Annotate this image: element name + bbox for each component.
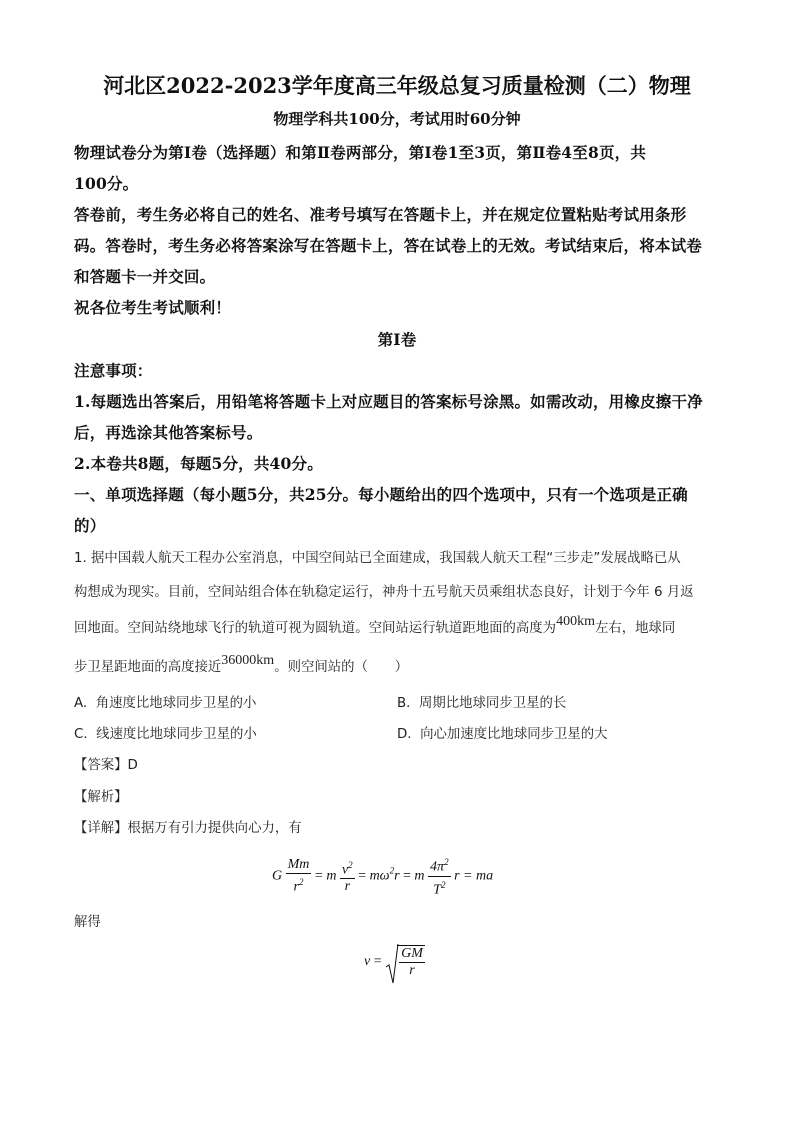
math-symbol: v	[364, 954, 371, 970]
part-one-heading-cont: 的）	[74, 516, 106, 535]
math-symbol: r	[394, 868, 400, 884]
intro-line: 祝各位考生考试顺利！	[74, 298, 232, 317]
math-equals: =	[314, 868, 323, 884]
math-symbol: mω	[369, 868, 390, 884]
intro-line: 物理试卷分为第Ⅰ卷（选择题）和第Ⅱ卷两部分，第Ⅰ卷1至3页，第Ⅱ卷4至8页，共	[74, 143, 647, 162]
math-fraction	[399, 946, 425, 979]
math-exponent: 2	[444, 857, 449, 867]
math-exponent: 2	[440, 879, 446, 890]
question-text-part: 。则空间站的（ ）	[274, 660, 409, 675]
sqrt-radicand	[397, 945, 425, 979]
option-label: B.	[397, 696, 411, 711]
question-text: 1. 据中国载人航天工程办公室消息，中国空间站已全面建成，我国载人航天工程“三步走”发展战略已从	[74, 551, 681, 566]
option-c[interactable]	[74, 723, 257, 742]
option-text: 角速度比地球同步卫星的小	[95, 696, 257, 711]
exam-subtitle: 物理学科共100分，考试用时60分钟	[273, 110, 521, 128]
math-tail: r = ma	[454, 868, 494, 884]
formula-gravitation	[272, 854, 493, 898]
math-numerator: GM	[401, 946, 423, 961]
solve-label: 解得	[74, 915, 101, 930]
math-numerator	[428, 854, 451, 877]
math-fraction	[340, 857, 355, 896]
math-numerator	[340, 857, 355, 880]
math-fraction	[286, 857, 312, 896]
math-equals: =	[358, 868, 367, 884]
math-sqrt	[385, 945, 425, 979]
math-symbol: m	[414, 868, 425, 884]
exam-title: 河北区2022-2023学年度高三年级总复习质量检测（二）物理	[103, 73, 691, 98]
orbit-height-value: 400km	[556, 614, 595, 629]
option-text: 线速度比地球同步卫星的小	[96, 727, 257, 742]
math-denominator: r	[409, 963, 415, 978]
question-text-part: 回地面。空间站绕地球飞行的轨道可视为圆轨道。空间站运行轨道距地面的高度为	[74, 621, 557, 636]
detail-line: 【详解】根据万有引力提供向心力，有	[74, 821, 302, 836]
formula-velocity	[364, 945, 425, 979]
question-text-part: 步卫星距地面的高度接近	[74, 660, 222, 675]
math-numerator: Mm	[287, 856, 310, 872]
notes-line: 1.每题选出答案后，用铅笔将答题卡上对应题目的答案标号涂黑。如需改动，用橡皮擦干净	[74, 392, 703, 411]
sqrt-sign-icon	[385, 943, 399, 985]
math-denominator	[286, 874, 312, 896]
intro-line: 100分。	[74, 174, 139, 193]
math-symbol: r	[293, 879, 299, 895]
option-text: 向心加速度比地球同步卫星的大	[420, 727, 608, 742]
part-one-heading: 一、单项选择题（每小题5分，共25分。每小题给出的四个选项中，只有一个选项是正确	[74, 485, 688, 504]
math-denominator: r	[344, 879, 351, 895]
question-text-part: 左右，地球同	[594, 621, 676, 636]
question-text: 构想成为现实。目前，空间站组合体在轨稳定运行，神舟十五号航天员乘组状态良好，计划于今年 6 月返	[74, 585, 694, 600]
option-a[interactable]	[74, 692, 256, 711]
notes-line: 后，再选涂其他答案标号。	[74, 423, 263, 442]
math-exponent: 2	[389, 865, 395, 876]
option-label: A.	[74, 696, 88, 711]
option-label: C.	[74, 727, 88, 742]
analysis-heading: 【解析】	[74, 790, 128, 805]
math-exponent: 2	[348, 859, 353, 870]
option-b[interactable]	[397, 692, 566, 711]
math-equals: =	[373, 954, 382, 970]
sync-height-value: 36000km	[221, 653, 275, 668]
math-equals: =	[403, 868, 411, 884]
option-text: 周期比地球同步卫星的长	[418, 696, 567, 711]
math-symbol: v	[341, 862, 349, 878]
intro-line: 答卷前，考生务必将自己的姓名、准考号填写在答题卡上，并在规定位置粘贴考试用条形	[74, 205, 687, 224]
option-d[interactable]	[397, 723, 608, 742]
math-symbol: m	[326, 868, 337, 884]
intro-line: 码。答卷时，考生务必将答案涂写在答题卡上，答在试卷上的无效。考试结束后，将本试卷	[74, 236, 703, 255]
math-exponent: 2	[298, 876, 304, 887]
math-symbol: T	[433, 882, 441, 898]
math-symbol: 4π	[430, 859, 445, 875]
question-text	[74, 614, 676, 637]
question-text	[74, 653, 409, 676]
notes-line: 2.本卷共8题，每题5分，共40分。	[74, 454, 323, 473]
notes-heading: 注意事项：	[74, 361, 153, 380]
option-label: D.	[397, 727, 412, 742]
section-heading: 第Ⅰ卷	[377, 330, 417, 349]
answer-line: 【答案】D	[74, 758, 138, 773]
math-symbol: G	[272, 868, 283, 884]
math-fraction	[428, 854, 451, 898]
intro-line: 和答题卡一并交回。	[74, 267, 216, 286]
math-denominator	[428, 877, 451, 899]
